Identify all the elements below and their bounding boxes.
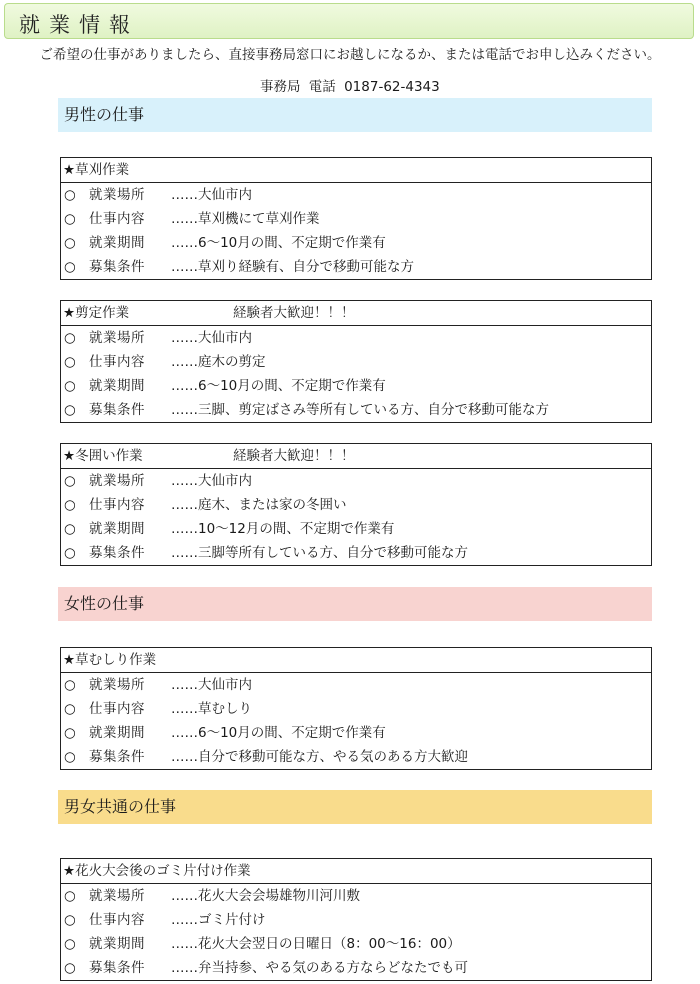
row-value: ……ゴミ片付け: [171, 912, 266, 928]
job-title: ★冬囲い作業: [63, 448, 143, 464]
job-row-conditions: [61, 255, 651, 279]
job-row-location: [61, 469, 651, 493]
job-row-period: [61, 517, 651, 541]
job-card-fuyugakoi: [60, 443, 652, 566]
row-label: 仕事内容: [89, 211, 145, 227]
row-label: 就業場所: [89, 187, 145, 203]
row-label: 募集条件: [89, 402, 145, 418]
row-value: ……三脚、剪定ばさみ等所有している方、自分で移動可能な方: [171, 402, 549, 418]
row-label: 仕事内容: [89, 701, 145, 717]
row-value: ……大仙市内: [171, 187, 252, 203]
circle-bullet-icon: ○: [64, 473, 76, 489]
row-label: 就業場所: [89, 473, 145, 489]
section-header-men: [58, 98, 652, 132]
circle-bullet-icon: ○: [64, 701, 76, 717]
row-value: ……6～10月の間、不定期で作業有: [171, 725, 386, 741]
job-row-description: [61, 207, 651, 231]
job-title: ★草刈作業: [63, 162, 130, 178]
row-value: ……大仙市内: [171, 677, 252, 693]
row-label: 仕事内容: [89, 354, 145, 370]
circle-bullet-icon: ○: [64, 545, 76, 561]
row-label: 募集条件: [89, 545, 145, 561]
job-note: 経験者大歓迎！！！: [233, 448, 355, 464]
row-value: ……自分で移動可能な方、やる気のある方大歓迎: [171, 749, 468, 765]
row-value: ……6～10月の間、不定期で作業有: [171, 235, 386, 251]
page-title: 就業情報: [19, 13, 139, 37]
row-label: 募集条件: [89, 749, 145, 765]
row-label: 就業場所: [89, 888, 145, 904]
job-title-row: [61, 648, 651, 673]
circle-bullet-icon: ○: [64, 725, 76, 741]
row-value: ……草刈機にて草刈作業: [171, 211, 320, 227]
row-value: ……三脚等所有している方、自分で移動可能な方: [171, 545, 468, 561]
job-title: ★草むしり作業: [63, 652, 157, 668]
row-label: 就業期間: [89, 725, 145, 741]
row-label: 募集条件: [89, 259, 145, 275]
job-row-description: [61, 697, 651, 721]
job-card-kusakari: [60, 157, 652, 280]
job-row-period: [61, 231, 651, 255]
job-row-conditions: [61, 745, 651, 769]
job-row-period: [61, 932, 651, 956]
circle-bullet-icon: ○: [64, 378, 76, 394]
phone-label: 電話: [308, 79, 336, 95]
circle-bullet-icon: ○: [64, 187, 76, 203]
job-row-location: [61, 673, 651, 697]
circle-bullet-icon: ○: [64, 497, 76, 513]
section-header-women: [58, 587, 652, 621]
circle-bullet-icon: ○: [64, 259, 76, 275]
circle-bullet-icon: ○: [64, 330, 76, 346]
row-value: ……6～10月の間、不定期で作業有: [171, 378, 386, 394]
job-card-sentei: [60, 300, 652, 423]
row-value: ……10～12月の間、不定期で作業有: [171, 521, 395, 537]
row-label: 就業期間: [89, 378, 145, 394]
row-value: ……庭木の剪定: [171, 354, 266, 370]
row-value: ……庭木、または家の冬囲い: [171, 497, 347, 513]
job-row-location: [61, 183, 651, 207]
row-value: ……大仙市内: [171, 330, 252, 346]
job-row-conditions: [61, 956, 651, 980]
row-label: 就業期間: [89, 235, 145, 251]
circle-bullet-icon: ○: [64, 888, 76, 904]
row-value: ……花火大会会場雄物川河川敷: [171, 888, 360, 904]
section-heading-women: 女性の仕事: [64, 594, 145, 613]
row-value: ……弁当持参、やる気のある方ならどなたでも可: [171, 960, 468, 976]
section-header-common: [58, 790, 652, 824]
circle-bullet-icon: ○: [64, 521, 76, 537]
job-row-location: [61, 326, 651, 350]
circle-bullet-icon: ○: [64, 749, 76, 765]
circle-bullet-icon: ○: [64, 211, 76, 227]
title-banner: [4, 3, 694, 39]
circle-bullet-icon: ○: [64, 402, 76, 418]
job-row-location: [61, 884, 651, 908]
row-value: ……草刈り経験有、自分で移動可能な方: [171, 259, 414, 275]
row-label: 募集条件: [89, 960, 145, 976]
phone-number: 0187-62-4343: [344, 79, 440, 95]
circle-bullet-icon: ○: [64, 354, 76, 370]
circle-bullet-icon: ○: [64, 936, 76, 952]
circle-bullet-icon: ○: [64, 912, 76, 928]
office-contact: [260, 75, 440, 95]
row-value: ……草むしり: [171, 701, 252, 717]
job-row-conditions: [61, 541, 651, 565]
job-title-row: [61, 158, 651, 183]
section-heading-common: 男女共通の仕事: [64, 797, 177, 816]
row-label: 就業場所: [89, 677, 145, 693]
row-label: 仕事内容: [89, 497, 145, 513]
row-value: ……大仙市内: [171, 473, 252, 489]
job-row-description: [61, 493, 651, 517]
office-label: 事務局: [260, 79, 301, 95]
job-row-description: [61, 350, 651, 374]
job-card-kusamushiri: [60, 647, 652, 770]
job-title-row: [61, 444, 651, 469]
job-row-description: [61, 908, 651, 932]
row-label: 仕事内容: [89, 912, 145, 928]
job-card-hanabi: [60, 858, 652, 981]
job-row-period: [61, 721, 651, 745]
circle-bullet-icon: ○: [64, 960, 76, 976]
job-title-row: [61, 859, 651, 884]
row-label: 就業場所: [89, 330, 145, 346]
job-row-period: [61, 374, 651, 398]
job-row-conditions: [61, 398, 651, 422]
intro-text: ご希望の仕事がありましたら、直接事務局窓口にお越しになるか、または電話でお申し込みください。: [39, 47, 661, 63]
row-value: ……花火大会翌日の日曜日（8：00～16：00）: [171, 936, 461, 952]
circle-bullet-icon: ○: [64, 235, 76, 251]
job-title: ★剪定作業: [63, 305, 130, 321]
job-note: 経験者大歓迎！！！: [233, 305, 355, 321]
section-heading-men: 男性の仕事: [64, 105, 145, 124]
job-title-row: [61, 301, 651, 326]
circle-bullet-icon: ○: [64, 677, 76, 693]
job-title: ★花火大会後のゴミ片付け作業: [63, 863, 251, 879]
row-label: 就業期間: [89, 521, 145, 537]
row-label: 就業期間: [89, 936, 145, 952]
